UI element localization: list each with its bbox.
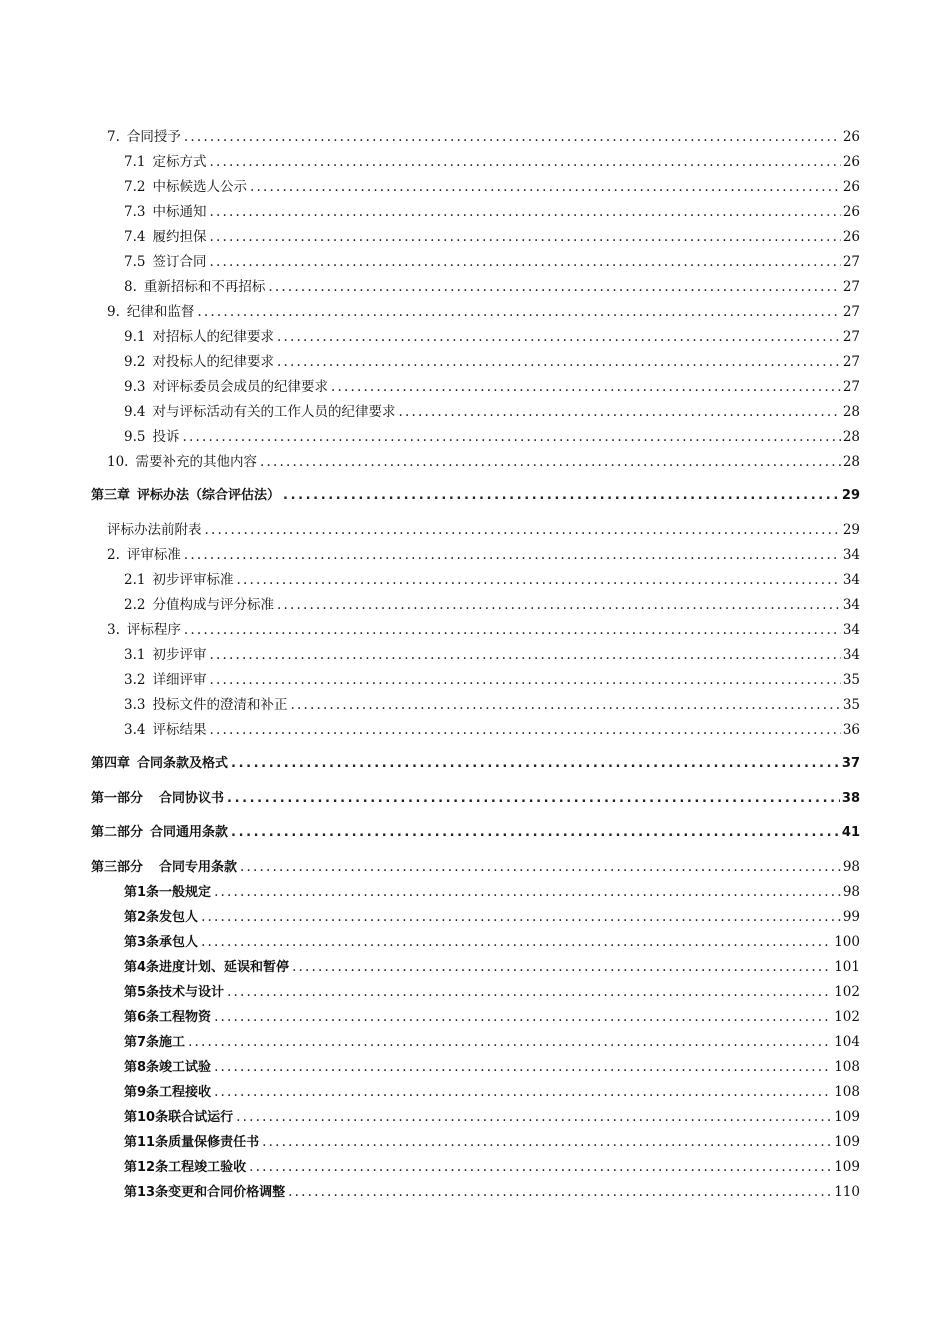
dot-leader <box>277 353 841 371</box>
toc-chapter-entry[interactable] <box>91 487 860 505</box>
toc-clause-title: 工程接收 <box>159 1085 212 1100</box>
toc-entry-number: 7.3 <box>124 204 146 220</box>
toc-clause-number: 第8条 <box>124 1060 160 1075</box>
toc-clause-title: 竣工试验 <box>159 1060 212 1075</box>
toc-entry[interactable] <box>124 596 860 614</box>
toc-clause-number: 第9条 <box>124 1085 160 1100</box>
toc-entry[interactable] <box>124 403 860 421</box>
toc-entry-title: 中标候选人公示 <box>152 179 247 195</box>
dot-leader <box>231 824 840 842</box>
dot-leader <box>209 228 840 246</box>
toc-page-number: 41 <box>841 825 860 840</box>
toc-entry-number: 7.5 <box>124 254 146 270</box>
toc-entry-number: 8. <box>124 279 137 295</box>
toc-clause-number: 第7条 <box>124 1035 160 1050</box>
toc-entry-title: 详细评审 <box>152 672 207 688</box>
dot-leader <box>283 487 840 505</box>
toc-entry-number: 7.1 <box>124 154 146 170</box>
toc-clause-entry[interactable] <box>124 1183 860 1202</box>
toc-page-number: 109 <box>834 1159 860 1175</box>
dot-leader <box>214 1058 832 1076</box>
dot-leader <box>331 378 841 396</box>
toc-page-number: 101 <box>834 959 860 975</box>
toc-page-number: 98 <box>842 884 860 900</box>
toc-clause-entry[interactable] <box>124 1058 860 1077</box>
toc-entry[interactable] <box>124 428 860 446</box>
toc-entry-number: 2.1 <box>124 572 146 588</box>
toc-entry[interactable] <box>124 378 860 396</box>
toc-entry[interactable] <box>124 278 860 296</box>
toc-chapter-title: 合同条款及格式 <box>137 756 229 771</box>
toc-entry-title: 对与评标活动有关的工作人员的纪律要求 <box>152 404 396 420</box>
toc-page-number: 34 <box>842 547 860 563</box>
toc-entry-title: 评标办法前附表 <box>107 522 202 538</box>
toc-page-number: 34 <box>842 647 860 663</box>
dot-leader <box>197 303 840 321</box>
toc-entry-number: 9.5 <box>124 429 146 445</box>
toc-entry[interactable] <box>124 328 860 346</box>
dot-leader <box>184 621 841 639</box>
toc-entry-title: 分值构成与评分标准 <box>152 597 274 613</box>
toc-entry-number: 9.4 <box>124 404 146 420</box>
toc-entry-title: 评审标准 <box>126 547 181 563</box>
toc-page-number: 102 <box>834 984 860 1000</box>
toc-clause-entry[interactable] <box>124 933 860 952</box>
dot-leader <box>262 1133 832 1151</box>
toc-page-number: 27 <box>842 329 860 345</box>
toc-entry-title: 签订合同 <box>152 254 207 270</box>
toc-entry[interactable] <box>124 671 860 689</box>
toc-clause-entry[interactable] <box>124 1108 860 1127</box>
dot-leader <box>240 858 841 876</box>
toc-chapter-entry[interactable] <box>91 755 860 773</box>
dot-leader <box>277 596 841 614</box>
toc-page-number: 26 <box>842 179 860 195</box>
dot-leader <box>236 571 840 589</box>
toc-page-number: 109 <box>834 1134 860 1150</box>
toc-entry-title: 履约担保 <box>152 229 207 245</box>
toc-entry[interactable] <box>124 571 860 589</box>
toc-clause-number: 第4条 <box>124 960 160 975</box>
toc-clause-number: 第10条 <box>124 1110 169 1125</box>
toc-entry-number: 7.2 <box>124 179 146 195</box>
toc-entry-number: 7.4 <box>124 229 146 245</box>
toc-clause-entry[interactable] <box>124 1008 860 1027</box>
toc-entry-number: 10. <box>107 454 129 470</box>
toc-entry[interactable] <box>107 453 860 471</box>
toc-page-number: 26 <box>842 204 860 220</box>
toc-page-number: 104 <box>834 1034 860 1050</box>
toc-page-number: 26 <box>842 129 860 145</box>
dot-leader <box>236 1108 832 1126</box>
dot-leader <box>214 1083 832 1101</box>
dot-leader <box>201 933 832 951</box>
toc-page-number: 35 <box>842 672 860 688</box>
toc-entry-number: 7. <box>107 129 120 145</box>
dot-leader <box>250 178 841 196</box>
toc-entry[interactable] <box>124 696 860 714</box>
toc-part-title: 合同通用条款 <box>150 825 229 840</box>
toc-page-number: 34 <box>842 622 860 638</box>
toc-entry[interactable] <box>107 521 860 539</box>
toc-page-number: 27 <box>842 354 860 370</box>
toc-page-number: 108 <box>834 1084 860 1100</box>
toc-entry-number: 2. <box>107 547 120 563</box>
toc-entry-number: 9.1 <box>124 329 146 345</box>
toc-page-number: 98 <box>842 859 860 875</box>
toc-part-entry[interactable] <box>91 858 860 877</box>
toc-entry[interactable] <box>107 303 860 321</box>
toc-clause-entry[interactable] <box>124 1033 860 1052</box>
toc-entry[interactable] <box>107 621 860 639</box>
toc-part-title: 合同协议书 <box>159 791 225 806</box>
toc-entry[interactable] <box>107 128 860 146</box>
toc-clause-entry[interactable] <box>124 883 860 902</box>
toc-page-number: 100 <box>834 934 860 950</box>
toc-entry-number: 2.2 <box>124 597 146 613</box>
toc-page-number: 37 <box>841 756 860 771</box>
dot-leader <box>188 1033 832 1051</box>
toc-page-number: 27 <box>842 304 860 320</box>
toc-part-number: 第二部分 <box>91 825 144 840</box>
toc-page-number: 27 <box>842 279 860 295</box>
toc-clause-title: 工程物资 <box>159 1010 212 1025</box>
toc-entry-number: 9. <box>107 304 120 320</box>
toc-page-number: 38 <box>841 791 860 806</box>
toc-clause-number: 第5条 <box>124 985 160 1000</box>
toc-page-number: 35 <box>842 697 860 713</box>
toc-entry-title: 中标通知 <box>152 204 207 220</box>
dot-leader <box>268 278 840 296</box>
toc-clause-title: 质量保修责任书 <box>168 1135 260 1150</box>
toc-page-number: 36 <box>842 722 860 738</box>
toc-entry-title: 合同授予 <box>126 129 181 145</box>
toc-entry-title: 初步评审标准 <box>152 572 234 588</box>
toc-page-number: 29 <box>842 522 860 538</box>
toc-clause-number: 第6条 <box>124 1010 160 1025</box>
toc-page-number: 29 <box>841 488 860 503</box>
toc-clause-number: 第1条 <box>124 885 160 900</box>
toc-entry-number: 3.2 <box>124 672 146 688</box>
dot-leader <box>249 1158 832 1176</box>
toc-entry-title: 投标文件的澄清和补正 <box>152 697 288 713</box>
toc-clause-title: 一般规定 <box>159 885 212 900</box>
toc-entry-number: 3.1 <box>124 647 146 663</box>
toc-part-title: 合同专用条款 <box>159 860 238 875</box>
toc-clause-title: 发包人 <box>159 910 199 925</box>
dot-leader <box>205 521 841 539</box>
dot-leader <box>201 908 841 926</box>
toc-chapter-number: 第三章 <box>91 488 131 503</box>
toc-clause-entry[interactable] <box>124 908 860 927</box>
toc-entry-title: 评标程序 <box>126 622 181 638</box>
dot-leader <box>277 328 841 346</box>
toc-page-number: 28 <box>842 404 860 420</box>
toc-page-number: 27 <box>842 254 860 270</box>
toc-entry[interactable] <box>124 178 860 196</box>
toc-page-number: 110 <box>834 1184 860 1200</box>
toc-clause-number: 第3条 <box>124 935 160 950</box>
toc-entry[interactable] <box>124 228 860 246</box>
toc-clause-entry[interactable] <box>124 1083 860 1102</box>
dot-leader <box>182 428 840 446</box>
toc-entry-title: 重新招标和不再招标 <box>143 279 266 295</box>
toc-entry-title: 对投标人的纪律要求 <box>152 354 274 370</box>
dot-leader <box>209 671 840 689</box>
dot-leader <box>209 253 840 271</box>
dot-leader <box>209 646 840 664</box>
toc-page-number: 99 <box>842 909 860 925</box>
toc-entry[interactable] <box>107 546 860 564</box>
toc-entry-title: 对评标委员会成员的纪律要求 <box>152 379 328 395</box>
toc-entry-number: 3.3 <box>124 697 146 713</box>
dot-leader <box>214 1008 832 1026</box>
dot-leader <box>227 983 832 1001</box>
toc-entry[interactable] <box>124 253 860 271</box>
toc-part-entry[interactable] <box>91 824 860 842</box>
toc-clause-title: 施工 <box>159 1035 186 1050</box>
toc-clause-title: 联合试运行 <box>168 1110 234 1125</box>
toc-entry[interactable] <box>124 646 860 664</box>
toc-entry-number: 9.2 <box>124 354 146 370</box>
toc-entry[interactable] <box>124 153 860 171</box>
toc-clause-number: 第12条 <box>124 1160 169 1175</box>
dot-leader <box>290 696 840 714</box>
toc-page-number: 28 <box>842 429 860 445</box>
dot-leader <box>398 403 840 421</box>
dot-leader <box>209 153 840 171</box>
toc-clause-title: 工程竣工验收 <box>168 1160 247 1175</box>
toc-page-number: 109 <box>834 1109 860 1125</box>
dot-leader <box>184 546 841 564</box>
toc-clause-title: 技术与设计 <box>159 985 225 1000</box>
toc-page-number: 27 <box>842 379 860 395</box>
toc-page-number: 28 <box>842 454 860 470</box>
toc-page-number: 26 <box>842 154 860 170</box>
toc-clause-number: 第11条 <box>124 1135 169 1150</box>
toc-clause-entry[interactable] <box>124 983 860 1002</box>
toc-entry-number: 3. <box>107 622 120 638</box>
dot-leader <box>292 958 832 976</box>
toc-entry-title: 投诉 <box>152 429 180 445</box>
toc-page-number: 108 <box>834 1059 860 1075</box>
toc-clause-entry[interactable] <box>124 1158 860 1177</box>
toc-page-number: 34 <box>842 597 860 613</box>
toc-entry-title: 需要补充的其他内容 <box>135 454 257 470</box>
toc-part-number: 第三部分 <box>91 860 144 875</box>
dot-leader <box>184 128 841 146</box>
toc-clause-entry[interactable] <box>124 1133 860 1152</box>
dot-leader <box>288 1183 832 1201</box>
toc-entry-title: 定标方式 <box>152 154 207 170</box>
toc-clause-title: 进度计划、延误和暂停 <box>159 960 290 975</box>
toc-entry-number: 9.3 <box>124 379 146 395</box>
toc-entry-title: 初步评审 <box>152 647 207 663</box>
toc-chapter-number: 第四章 <box>91 756 131 771</box>
toc-entry-title: 纪律和监督 <box>126 304 195 320</box>
toc-entry-title: 评标结果 <box>152 722 207 738</box>
toc-clause-title: 变更和合同价格调整 <box>168 1185 286 1200</box>
toc-page-number: 102 <box>834 1009 860 1025</box>
toc-page-number: 26 <box>842 229 860 245</box>
toc-entry[interactable] <box>124 721 860 739</box>
dot-leader <box>209 721 840 739</box>
toc-entry[interactable] <box>124 203 860 221</box>
dot-leader <box>214 883 841 901</box>
dot-leader <box>260 453 841 471</box>
dot-leader <box>227 790 840 808</box>
toc-entry-title: 对招标人的纪律要求 <box>152 329 274 345</box>
dot-leader <box>209 203 840 221</box>
toc-page-number: 34 <box>842 572 860 588</box>
toc-entry-number: 3.4 <box>124 722 146 738</box>
toc-chapter-title: 评标办法（综合评估法） <box>137 488 281 503</box>
toc-clause-title: 承包人 <box>159 935 199 950</box>
toc-part-entry[interactable] <box>91 790 860 808</box>
dot-leader <box>231 755 840 773</box>
toc-entry[interactable] <box>124 353 860 371</box>
toc-clause-number: 第13条 <box>124 1185 169 1200</box>
toc-part-number: 第一部分 <box>91 791 144 806</box>
toc-clause-entry[interactable] <box>124 958 860 977</box>
toc-clause-number: 第2条 <box>124 910 160 925</box>
